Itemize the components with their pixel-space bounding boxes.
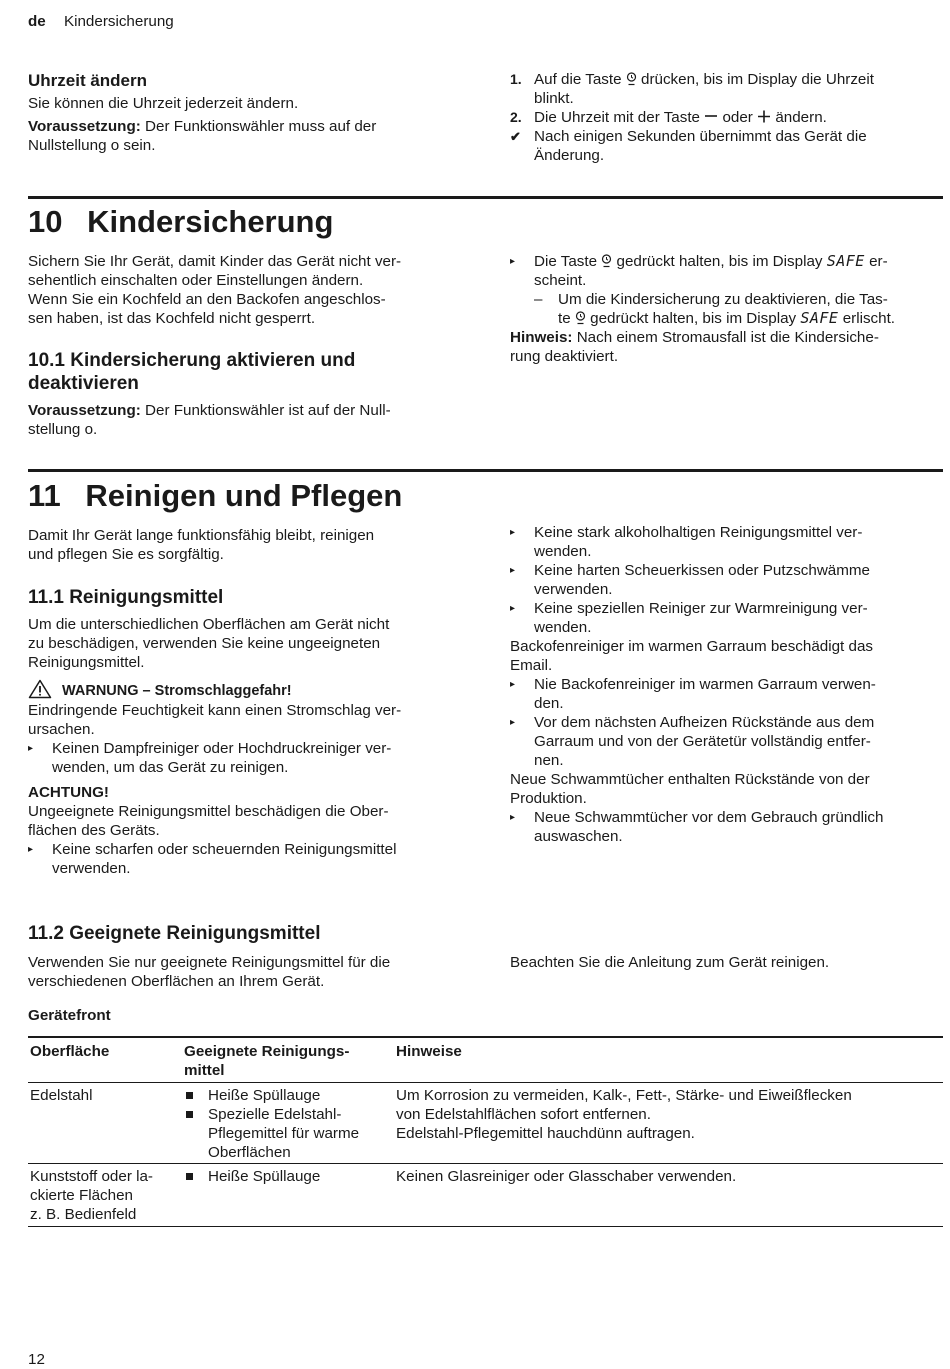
- precondition-label: Voraussetzung:: [28, 402, 141, 419]
- step-text: ändern.: [775, 109, 827, 126]
- s11-2-text: Verwenden Sie nur geeignete Reinigungsmittel für die: [28, 954, 391, 971]
- bullet-text: Keine harten Scheuerkissen oder Putzschwämme: [534, 562, 870, 579]
- precondition-label: Voraussetzung:: [28, 118, 141, 135]
- caution-bullet: [28, 840, 468, 878]
- col-agents-header: [184, 1042, 396, 1080]
- uhrzeit-heading: Uhrzeit ändern: [28, 71, 148, 90]
- cell-notes: [396, 1167, 943, 1224]
- section-rule: [28, 196, 943, 199]
- warning-heading: [28, 679, 468, 701]
- bullet-text: nen.: [534, 752, 564, 769]
- bullet-text: Keinen Dampfreiniger oder Hochdruckreiniger ver-: [52, 740, 392, 757]
- triangle-bullet-icon: ▸: [510, 812, 516, 823]
- col-surface-header: [28, 1042, 184, 1080]
- s11-1-text: zu beschädigen, verwenden Sie keine ungeeigneten: [28, 635, 381, 652]
- bullet-text: Nie Backofenreiniger im warmen Garraum verwen-: [534, 676, 876, 693]
- check-icon: ✔: [510, 129, 521, 144]
- warning-text: Eindringende Feuchtigkeit kann einen Stromschlag ver-: [28, 702, 402, 719]
- s11-1-subheading: 11.1 Reinigungsmittel: [28, 587, 224, 608]
- step-2: [510, 108, 943, 127]
- dash-text: te: [558, 310, 571, 327]
- result-text: Änderung.: [534, 147, 605, 164]
- table-row: [28, 1083, 943, 1163]
- cell-surface: [28, 1167, 184, 1224]
- header-title: Kindersicherung: [63, 13, 174, 30]
- step-text: oder: [722, 109, 753, 126]
- triangle-bullet-icon: ▸: [28, 743, 34, 754]
- step-result: [510, 127, 943, 165]
- cell-agents: [184, 1086, 396, 1162]
- section-title: Reinigen und Pflegen: [85, 478, 403, 513]
- bullet-text: Die Taste: [534, 253, 598, 270]
- cell-text: Edelstahl-Pflegemittel hauchdünn auftragen.: [396, 1125, 695, 1142]
- section-title: Kindersicherung: [87, 204, 334, 239]
- section-11-heading: [28, 478, 402, 514]
- cleaning-table: [28, 1036, 943, 1227]
- display-safe-text: SAFE: [826, 252, 865, 270]
- cell-text: Heiße Spüllauge: [208, 1087, 321, 1104]
- uhrzeit-intro: Sie können die Uhrzeit jederzeit ändern.: [28, 95, 299, 112]
- section-number: 10: [28, 204, 63, 239]
- dash-text: gedrückt halten, bis im Display: [590, 310, 797, 327]
- section-rule: [28, 469, 943, 472]
- col-notes-header: [396, 1042, 943, 1080]
- s11-intro-line: Damit Ihr Gerät lange funktionsfähig bleibt, reinigen: [28, 527, 375, 544]
- table-header-row: [28, 1038, 943, 1082]
- precondition-text: Der Funktionswähler muss auf der: [145, 118, 377, 135]
- step-text: blinkt.: [534, 90, 574, 107]
- bullet-text: Vor dem nächsten Aufheizen Rückstände aus dem: [534, 714, 875, 731]
- uhrzeit-precondition: [28, 117, 458, 136]
- triangle-bullet-icon: ▸: [510, 256, 516, 267]
- table-caption: Gerätefront: [28, 1007, 111, 1024]
- section-10-heading: [28, 204, 333, 240]
- agent-item: [184, 1105, 396, 1162]
- step-1: [510, 70, 943, 108]
- s11-right-text: Email.: [510, 657, 553, 674]
- bullet-text: Keine stark alkoholhaltigen Reinigungsmittel ver-: [534, 524, 863, 541]
- warning-text: ursachen.: [28, 721, 95, 738]
- hint-text: Nach einem Stromausfall ist die Kindersiche-: [576, 329, 879, 346]
- bullet-text: er-: [869, 253, 888, 270]
- cell-text: ckierte Flächen: [30, 1187, 133, 1204]
- triangle-bullet-icon: ▸: [510, 603, 516, 614]
- cell-text: Heiße Spüllauge: [208, 1168, 321, 1185]
- caution-title: ACHTUNG!: [28, 784, 109, 801]
- cell-text: Spezielle Edelstahl-: [208, 1106, 342, 1123]
- header-text: mittel: [184, 1062, 225, 1079]
- s10-right: [510, 252, 945, 366]
- page-number: 12: [28, 1351, 45, 1368]
- s11-2-left: [28, 922, 468, 991]
- s11-bullet: [510, 599, 945, 637]
- uhrzeit-steps: [510, 70, 943, 165]
- s10-hint: [510, 328, 945, 347]
- key-icon: [575, 311, 586, 325]
- bullet-text: verwenden.: [534, 581, 613, 598]
- bullet-text: scheint.: [534, 272, 587, 289]
- square-bullet-icon: [186, 1092, 193, 1099]
- dash-text: Um die Kindersicherung zu deaktivieren, die Tas-: [558, 291, 888, 308]
- result-text: Nach einigen Sekunden übernimmt das Gerät die: [534, 128, 867, 145]
- triangle-bullet-icon: ▸: [510, 527, 516, 538]
- page-header: [28, 12, 174, 31]
- cell-text: Edelstahl: [30, 1087, 93, 1104]
- s10-subheading-2: deaktivieren: [28, 373, 139, 394]
- triangle-bullet-icon: ▸: [510, 679, 516, 690]
- cell-text: Um Korrosion zu vermeiden, Kalk-, Fett-, Stärke- und Eiweißflecken: [396, 1087, 852, 1104]
- step-text: drücken, bis im Display die Uhrzeit: [641, 71, 874, 88]
- s11-2-right-text: Beachten Sie die Anleitung zum Gerät reinigen.: [510, 954, 830, 971]
- cell-text: z. B. Bedienfeld: [30, 1206, 137, 1223]
- table-row: [28, 1164, 943, 1226]
- bullet-text: verwenden.: [52, 860, 131, 877]
- s11-1-text: Um die unterschiedlichen Oberflächen am Gerät nicht: [28, 616, 390, 633]
- agent-item: [184, 1167, 396, 1186]
- section-number: 11: [28, 478, 61, 513]
- s11-bullet: [510, 523, 945, 561]
- step-text: Auf die Taste: [534, 71, 622, 88]
- bullet-text: Keine scharfen oder scheuernden Reinigungsmittel: [52, 841, 397, 858]
- header-text: Hinweise: [396, 1043, 462, 1060]
- bullet-text: Keine speziellen Reiniger zur Warmreinigung ver-: [534, 600, 868, 617]
- bullet-text: auswaschen.: [534, 828, 623, 845]
- cell-surface: [28, 1086, 184, 1162]
- step-number: 2.: [510, 109, 522, 125]
- step-text: Die Uhrzeit mit der Taste: [534, 109, 700, 126]
- s10-bullet: [510, 252, 945, 290]
- precondition-text: Der Funktionswähler ist auf der Null-: [145, 402, 391, 419]
- s10-intro-line: sehentlich einschalten oder Einstellungen ändern.: [28, 272, 364, 289]
- s11-bullet: [510, 713, 945, 770]
- header-text: Geeignete Reinigungs-: [184, 1043, 350, 1060]
- cell-text: Keinen Glasreiniger oder Glasschaber verwenden.: [396, 1168, 737, 1185]
- triangle-bullet-icon: ▸: [510, 717, 516, 728]
- s11-bullet: [510, 808, 945, 846]
- clock-key-icon: [626, 72, 637, 86]
- hint-label: Hinweis:: [510, 329, 573, 346]
- square-bullet-icon: [186, 1111, 193, 1118]
- plus-key-icon: [757, 110, 771, 124]
- warning-triangle-icon: [28, 679, 52, 699]
- s10-precondition: [28, 401, 468, 420]
- precondition-text-2: stellung o.: [28, 421, 98, 438]
- step-number: 1.: [510, 71, 522, 87]
- header-lang: de: [28, 13, 46, 30]
- bullet-text: Garraum und von der Gerätetür vollständig entfer-: [534, 733, 871, 750]
- cell-text: von Edelstahlflächen sofort entfernen.: [396, 1106, 651, 1123]
- s11-right-text: Produktion.: [510, 790, 587, 807]
- triangle-bullet-icon: ▸: [510, 565, 516, 576]
- s11-left: [28, 526, 468, 878]
- bullet-text: wenden, um das Gerät zu reinigen.: [52, 759, 289, 776]
- s11-right-text: Backofenreiniger im warmen Garraum beschädigt das: [510, 638, 873, 655]
- dash-text: erlischt.: [842, 310, 896, 327]
- cell-text: Pflegemittel für warme: [208, 1125, 360, 1142]
- cell-agents: [184, 1167, 396, 1224]
- display-safe-text: SAFE: [800, 309, 839, 327]
- bullet-text: Neue Schwammtücher vor dem Gebrauch gründlich: [534, 809, 884, 826]
- minus-key-icon: [704, 110, 718, 124]
- square-bullet-icon: [186, 1173, 193, 1180]
- s11-bullet: [510, 561, 945, 599]
- bullet-text: den.: [534, 695, 564, 712]
- hint-text-2: rung deaktiviert.: [510, 348, 619, 365]
- uhrzeit-left: [28, 70, 458, 155]
- table-bottom-rule: [28, 1226, 943, 1227]
- bullet-text: wenden.: [534, 543, 592, 560]
- key-icon: [601, 254, 612, 268]
- s11-2-right: [510, 953, 945, 972]
- dash-marker: –: [534, 291, 543, 308]
- s10-subheading: 10.1 Kindersicherung aktivieren und: [28, 350, 356, 371]
- cell-notes: [396, 1086, 943, 1162]
- s10-left: [28, 252, 468, 439]
- caution-text: Ungeeignete Reinigungsmittel beschädigen die Ober-: [28, 803, 389, 820]
- s11-right-text: Neue Schwammtücher enthalten Rückstände von der: [510, 771, 870, 788]
- triangle-bullet-icon: ▸: [28, 844, 34, 855]
- s11-1-text: Reinigungsmittel.: [28, 654, 145, 671]
- warning-bullet: [28, 739, 468, 777]
- cell-text: Kunststoff oder la-: [30, 1168, 153, 1185]
- s10-dash-item: [510, 290, 945, 328]
- agent-item: [184, 1086, 396, 1105]
- s10-intro-line: Sichern Sie Ihr Gerät, damit Kinder das Gerät nicht ver-: [28, 253, 402, 270]
- s11-right: [510, 523, 945, 846]
- s11-intro-line: und pflegen Sie es sorgfältig.: [28, 546, 224, 563]
- s10-intro-line: Wenn Sie ein Kochfeld an den Backofen angeschlos-: [28, 291, 386, 308]
- s11-2-text: verschiedenen Oberflächen an Ihrem Gerät.: [28, 973, 325, 990]
- warning-title: WARNUNG – Stromschlaggefahr!: [62, 683, 292, 699]
- caution-text: flächen des Geräts.: [28, 822, 160, 839]
- cell-text: Oberflächen: [208, 1144, 291, 1161]
- precondition-text-2: Nullstellung o sein.: [28, 137, 156, 154]
- bullet-text: wenden.: [534, 619, 592, 636]
- s10-intro-line: sen haben, ist das Kochfeld nicht gesperrt.: [28, 310, 316, 327]
- header-text: Oberfläche: [30, 1043, 110, 1060]
- bullet-text: gedrückt halten, bis im Display: [616, 253, 823, 270]
- s11-2-subheading: 11.2 Geeignete Reinigungsmittel: [28, 923, 321, 944]
- s11-bullet: [510, 675, 945, 713]
